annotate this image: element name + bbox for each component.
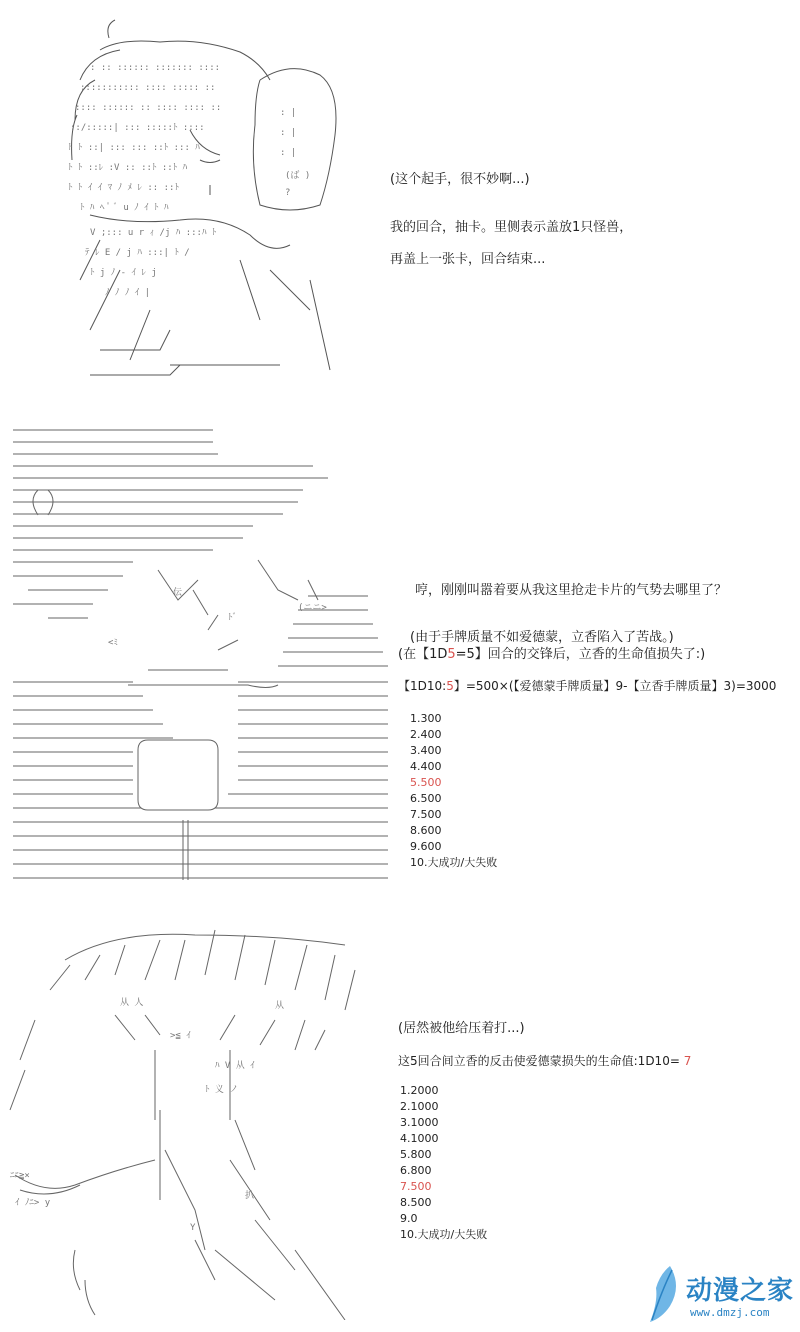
svg-text::::: :::::: :: :::: :::: ::: :::: :::::: :: :::: :::: :: xyxy=(75,103,222,113)
panel2-formula: 【1D10:5】=500×(【爱德蒙手牌质量】9-【立香手牌质量】3)=3000 xyxy=(398,679,777,693)
svg-text:ﾄ 义 ノ: ﾄ 义 ノ xyxy=(205,1085,239,1095)
watermark-logo xyxy=(642,1262,800,1332)
list-item: 8.500 xyxy=(400,1196,432,1209)
svg-text:(ば ): (ば ) xyxy=(285,171,311,181)
list-item: 6.500 xyxy=(410,792,442,805)
panel2-text-2: (由于手牌质量不如爱德蒙，立香陷入了苦战。) xyxy=(410,630,674,645)
list-item: 2.1000 xyxy=(400,1100,439,1113)
panel-1 xyxy=(0,0,800,390)
svg-text:Y: Y xyxy=(190,1223,196,1233)
svg-text:: |: : | xyxy=(280,128,297,138)
list-item: 4.1000 xyxy=(400,1132,439,1145)
list-item: 8.600 xyxy=(410,824,442,837)
panel1-text-2: 我的回合，抽卡。里侧表示盖放1只怪兽， xyxy=(390,220,633,235)
svg-text:ﾄ ﾄ ::ﾚ :V :: ::ﾄ ::ﾄ ﾊ: ﾄ ﾄ ::ﾚ :V :: ::ﾄ ::ﾄ ﾊ xyxy=(68,163,188,173)
svg-text:从 人: 从 人 xyxy=(120,998,144,1008)
panel2-text-3: (在【1D5=5】回合的交锋后，立香的生命值损失了:) xyxy=(398,647,706,662)
feather-icon xyxy=(642,1264,684,1326)
svg-text:V ;::: u r ｨ /j ﾊ :::ﾊ ﾄ: V ;::: u r ｨ /j ﾊ :::ﾊ ﾄ xyxy=(90,228,217,238)
svg-text:从: 从 xyxy=(275,1001,285,1011)
list-item: 3.1000 xyxy=(400,1116,439,1129)
panel-2 xyxy=(0,415,800,895)
ascii-art-edmond-smirking xyxy=(8,420,393,890)
svg-text:::::::::::: :::: ::::: ::: ::::::::::: :::: ::::: :: xyxy=(80,83,216,93)
list-item: 4.400 xyxy=(410,760,442,773)
svg-text:ﾆﾆ≧×: ﾆﾆ≧× xyxy=(10,1171,30,1181)
watermark-url: www.dmzj.com xyxy=(690,1306,770,1319)
panel3-dice-table xyxy=(400,1083,487,1243)
svg-text:扒: 扒 xyxy=(245,1191,255,1201)
svg-text:(ニニ>: (ニニ> xyxy=(298,603,327,613)
watermark-brand: 动漫之家 xyxy=(686,1276,795,1306)
svg-text:<ﾐ: <ﾐ xyxy=(108,638,118,648)
svg-text:ﾄ ﾊ ﾍ ﾟ ﾞ u ﾉ ｲ ﾄ ﾊ: ﾄ ﾊ ﾍ ﾟ ﾞ u ﾉ ｲ ﾄ ﾊ xyxy=(80,203,169,213)
svg-text:: |: : | xyxy=(280,148,297,158)
svg-text:::/:::::| ::: :::::ﾄ ::::: ::/:::::| ::: :::::ﾄ :::: xyxy=(70,123,205,133)
panel3-text-1: (居然被他给压着打...) xyxy=(398,1021,525,1036)
list-item: 10.大成功/大失败 xyxy=(400,1228,488,1241)
svg-text:ﾄ ﾄ ｲ ｲ ﾏ ﾉ ﾒ ﾚ :: ::ﾄ: ﾄ ﾄ ｲ ｲ ﾏ ﾉ ﾒ ﾚ :: ::ﾄ xyxy=(68,183,179,193)
svg-text:?: ? xyxy=(285,188,291,198)
panel2-text-1: 哼，刚刚叫嚣着要从我这里抢走卡片的气势去哪里了？ xyxy=(415,583,728,598)
panel1-text-1: (这个起手，很不妙啊...) xyxy=(390,172,530,187)
svg-text:ｲ ﾉﾆ> y: ｲ ﾉﾆ> y xyxy=(15,1198,51,1208)
svg-text:ﾄ ﾄ ::| ::: ::: ::ﾄ ::: ﾊ: ﾄ ﾄ ::| ::: ::: ::ﾄ ::: ﾊ xyxy=(68,143,200,153)
ascii-art-character-thinking xyxy=(60,10,360,385)
svg-text:ﾃ ﾚ E / j ﾊ :::| ﾄ /: ﾃ ﾚ E / j ﾊ :::| ﾄ / xyxy=(85,248,190,258)
panel2-dice-table xyxy=(410,711,497,871)
panel1-text-3: 再盖上一张卡，回合结束... xyxy=(390,252,546,267)
svg-text:ﾄﾞ: ﾄﾞ xyxy=(228,613,238,623)
list-item-highlighted: 7.500 xyxy=(400,1180,432,1193)
panel3-text-2: 这5回合间立香的反击使爱德蒙损失的生命值:1D10= 7 xyxy=(398,1054,692,1068)
svg-text:ﾉ ﾉ ﾉ ｲ |: ﾉ ﾉ ﾉ ｲ | xyxy=(105,288,151,298)
list-item: 3.400 xyxy=(410,744,442,757)
list-item: 5.800 xyxy=(400,1148,432,1161)
svg-text:: |: : | xyxy=(280,108,297,118)
list-item: 7.500 xyxy=(410,808,442,821)
ascii-art-character-shocked xyxy=(5,920,380,1320)
list-item: 6.800 xyxy=(400,1164,432,1177)
list-item: 9.600 xyxy=(410,840,442,853)
list-item-highlighted: 5.500 xyxy=(410,776,442,789)
list-item: 2.400 xyxy=(410,728,442,741)
svg-text:: :: :::::: ::::::: ::::: : :: :::::: ::::::: :::: xyxy=(90,63,221,73)
svg-text:ﾊ V 从 ｲ: ﾊ V 从 ｲ xyxy=(215,1061,255,1071)
list-item: 1.2000 xyxy=(400,1084,439,1097)
svg-text:>≦ ｲ: >≦ ｲ xyxy=(170,1031,191,1041)
svg-text:ﾄ j ﾉ - ｲ ﾚ j: ﾄ j ﾉ - ｲ ﾚ j xyxy=(90,268,157,278)
list-item: 1.300 xyxy=(410,712,442,725)
svg-text:伝: 伝 xyxy=(173,588,183,598)
list-item: 10.大成功/大失败 xyxy=(410,856,498,869)
list-item: 9.0 xyxy=(400,1212,418,1225)
